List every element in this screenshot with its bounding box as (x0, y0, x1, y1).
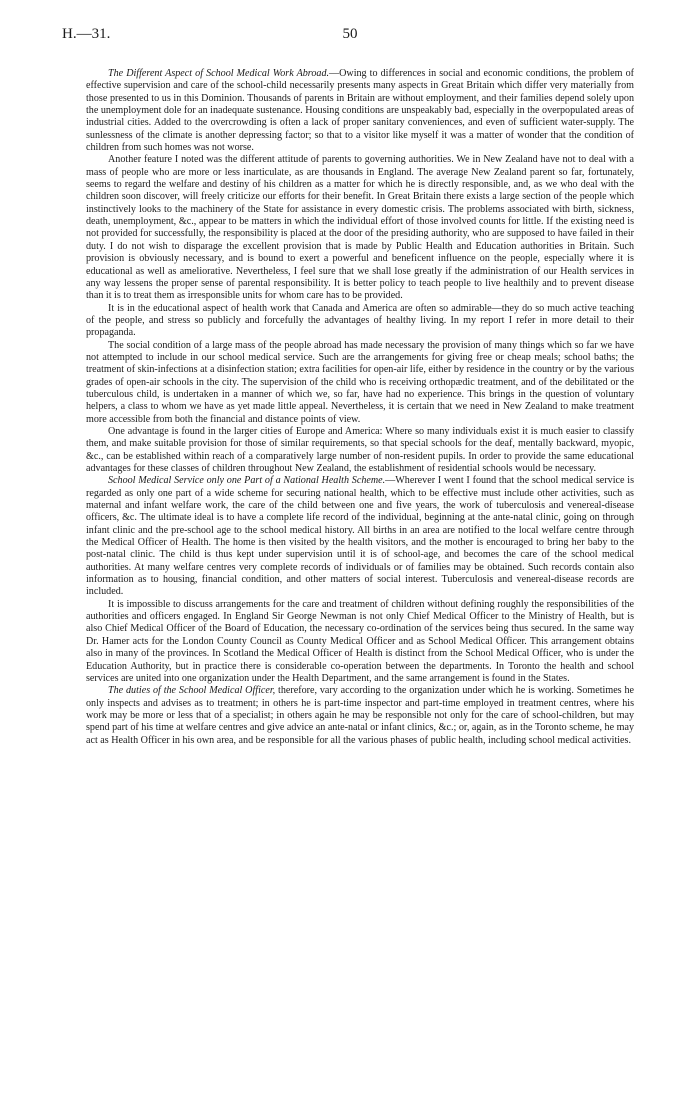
paragraph (86, 340, 634, 426)
report-reference: H.—31. (62, 26, 111, 42)
paragraph (86, 426, 634, 475)
paragraph-text: It is in the educational aspect of health work that Canada and America are often so admirable—they do so much active teaching of the people, and stress so publicly and forcefully the advantages of healthy living. In my report I refer in more detail to their propaganda. (86, 302, 634, 339)
paragraph-text: therefore, vary according to the organization under which he is working. Sometimes he only inspects and advises as to treatment; in others he is part-time inspector and part-time employed in treatment centres, where his work may be more or less that of a specialist; in others again he may be responsible not only for the care of school-children, but may spend part of his time at welfare centres and give advice an ante-natal or infant clinics, &c.; or, again, as in the Toronto scheme, he may act as Health Officer in his own area, and be responsible for all the various phases of public health, including school medical activities. (86, 685, 634, 746)
paragraph (86, 154, 634, 302)
paragraph (86, 685, 634, 747)
paragraph (86, 303, 634, 340)
paragraph (86, 475, 634, 598)
paragraph (86, 599, 634, 685)
paragraph-text: Another feature I noted was the different attitude of parents to governing authorities. We in New Zealand have not to deal with a mass of people who are more or less inarticulate, as are thousands in England. The average New Zealand parent so far, fortunately, seems to regard the welfare and destiny of his children as a matter for which he is directly responsible, and, as we who deal with the children soon discover, will freely criticize our efforts for their benefit. In Great Britain there exists a large section of the people which instinctively looks to the machinery of the State for assistance in every domestic crisis. The problems associated with birth, sickness, death, unemployment, &c., appear to be matters in which the individual effort of those involved counts for little. If the existing need is not provided for successfully, the responsibility is placed at the door of the presiding authority, who are supposed to have failed in their duty. I do not wish to disparage the excellent provision that is made by Public Health and Education authorities in Britain. Such provision is obviously necessary, and is bound to exert a powerful and beneficent influence on the people, especially where it is educational as well as ameliorative. Nevertheless, I feel sure that we shall lose greatly if the administration of our Health services in any way lessens the proper sense of parental responsibility. It is better policy to teach people to live healthily and to prevent disease than it is to treat them as irresponsible units for whom care has to be provided. (86, 154, 634, 302)
paragraph-text: —Wherever I went I found that the school medical service is regarded as only one part of a wide scheme for securing national health, which to be effective must include other activities, such as maternal and infant welfare work, the care of the child between one and five years, the work of tuberculosis and venereal-disease officers, &c. The ultimate ideal is to have a complete life record of the individual, beginning at the ante-natal clinic, going on through infant clinic and the pre-school age to the school medical history. All births in an area are notified to the local welfare centre through the Medical Officer of Health. The home is then visited by the health visitors, and the mother is encouraged to bring her baby to the post-natal clinic. The child is thus kept under supervision until it is of school-age, and becomes the care of the school medical authorities. At many welfare centres very complete records of individuals or of families may be obtained. Such records contain also information as to housing, financial condition, and other matters of social interest. Tuberculosis and venereal-disease records are included. (86, 475, 634, 598)
paragraph-text: One advantage is found in the larger cities of Europe and America: Where so many individuals exist it is much easier to classify them, and make suitable provision for those of similar requirements, so that special schools for the deaf, mentally backward, myopic, &c., can be established within reach of a comparatively large number of non-resident pupils. In order to provide the same educational advantages for these classes of children throughout New Zealand, the establishment of residential schools would be necessary. (86, 425, 634, 474)
page-header (62, 26, 638, 50)
page-number: 50 (342, 26, 358, 42)
paragraph-text: —Owing to differences in social and economic conditions, the problem of effective supervision and care of the school-child necessarily presents many aspects in Great Britain which differ very materially from those presented to us in this Dominion. Thousands of parents in Britain are without employment, and their families depend solely upon the unemployment dole for an inadequate sustenance. Housing conditions are unspeakably bad, especially in the overpopulated areas of industrial cities. Added to the overcrowding is often a lack of proper sanitary conveniences, and even of sufficient water-supply. The sunlessness of the climate is another depressing factor; so that to a visitor like myself it was a matter of wonder that the condition of children from such homes was not worse. (86, 68, 634, 154)
paragraph-text: It is impossible to discuss arrangements for the care and treatment of children without defining roughly the responsibilities of the authorities and officers engaged. In England Sir George Newman is not only Chief Medical Officer to the Ministry of Health, but is also Chief Medical Officer of the Board of Education, the necessary co-ordination of the services being thus secured. In the same way Dr. Hamer acts for the London County Council as County Medical Officer and as School Medical Officer. This arrangement obtains also in many of the provinces. In Scotland the Medical Officer of Health is distinct from the School Medical Officer, who is under the Education Authority, but in practice there is considerable co-operation between the departments. In Toronto the health and school services are united into one organization under the Health Department, and the same arrangement is found in the States. (86, 598, 634, 684)
paragraph-text: The social condition of a large mass of the people abroad has made necessary the provision of many things which so far we have not attempted to include in our school medical service. Such are the arrangements for giving free or cheap meals; school baths; the treatment of skin-infections at a disinfection station; extra facilities for open-air life, either by residence in the country or by the various grades of open-air schools in the city. The supervision of the child who is receiving orthopædic treatment, and of the debilitated or the tuberculous child, is undertaken in a manner of which we, so far, have had no experience. This brings in the question of voluntary helpers, a class to whom we have as yet made little appeal. Nevertheless, it is certain that we need in New Zealand to make treatment more accessible from both the financial and distance points of view. (86, 339, 634, 425)
body-text (86, 68, 634, 747)
paragraph-heading: The duties of the School Medical Officer, (108, 685, 276, 697)
paragraph-heading: The Different Aspect of School Medical Work Abroad. (108, 68, 330, 79)
paragraph-heading: School Medical Service only one Part of a National Health Scheme. (108, 475, 386, 487)
paragraph (86, 68, 634, 154)
